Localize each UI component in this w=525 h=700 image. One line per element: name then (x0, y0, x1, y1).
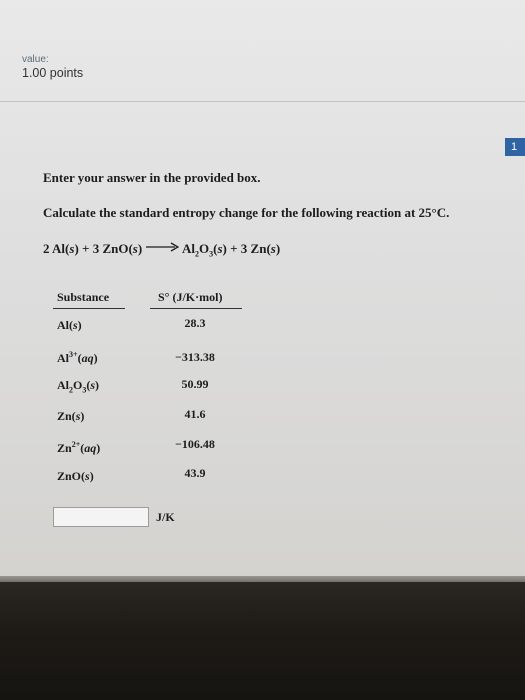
table-header-substance: Substance (57, 290, 110, 304)
table-cell-value: 50.99 (181, 377, 209, 391)
reactant-zno: 3 ZnO(s) (92, 241, 143, 256)
table-cell-value: 28.3 (184, 316, 206, 330)
header-underline (53, 308, 125, 309)
plus-sign: + (82, 241, 90, 256)
plus-sign: + (230, 241, 238, 256)
monitor-bezel (0, 582, 525, 700)
table-cell-substance: Al(s) (57, 318, 82, 332)
table-cell-value: −106.48 (175, 437, 215, 451)
question-text: Calculate the standard entropy change for the following reaction at 25°C. (43, 205, 450, 220)
header-divider (0, 101, 525, 102)
reaction-arrow-icon (145, 242, 179, 252)
answer-unit: J/K (156, 510, 175, 524)
points-label: 1.00 points (22, 66, 84, 80)
table-cell-substance: $Zn^{2+}(aq)$ (57, 440, 101, 455)
reaction-equation (43, 241, 280, 259)
answer-input[interactable] (53, 507, 149, 527)
table-cell-value: −313.38 (175, 350, 215, 364)
table-cell-substance: ZnO(s) (57, 469, 94, 483)
product-al2o3: $Al_2O_3(s)$ (182, 241, 227, 259)
instruction-text: Enter your answer in the provided box. (43, 170, 261, 185)
product-zn: 3 Zn(s) (240, 241, 281, 256)
table-cell-substance: $Al^{3+}(aq)$ (57, 350, 98, 365)
reactant-al: 2 Al(s) (43, 241, 79, 256)
header-underline (150, 308, 242, 309)
table-cell-substance: Zn(s) (57, 409, 85, 423)
table-cell-value: 41.6 (184, 407, 206, 421)
table-cell-substance: $Al_2O_3(s)$ (57, 378, 100, 395)
question-number-badge[interactable]: 1 (505, 138, 525, 156)
value-label: value: (22, 54, 49, 65)
table-header-entropy: S° (J/K·mol) (158, 290, 223, 304)
table-cell-value: 43.9 (184, 466, 206, 480)
